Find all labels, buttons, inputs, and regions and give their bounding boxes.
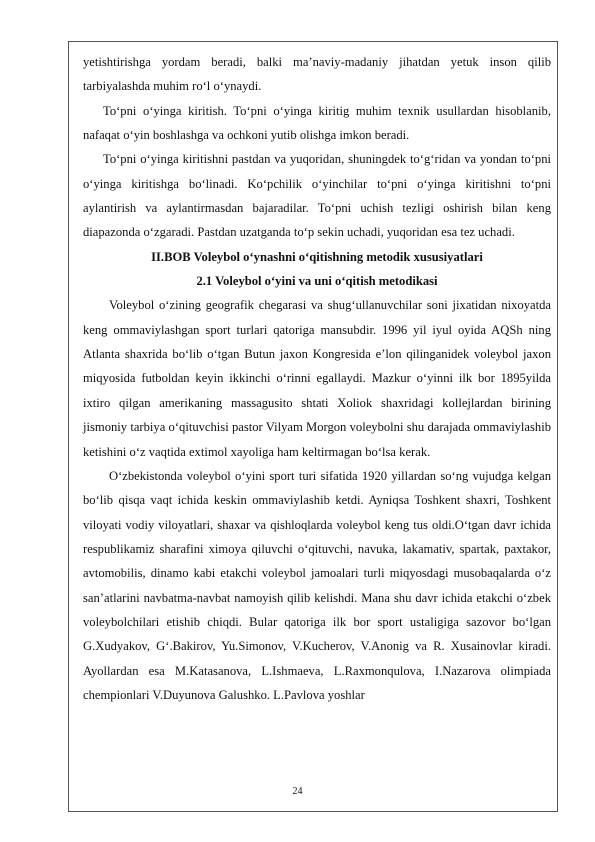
- document-body: [83, 50, 551, 707]
- chapter-heading: II.BOB Voleybol o‘ynashni o‘qitishning metodik xususiyatlari: [151, 249, 483, 264]
- paragraph-3: To‘pni o‘yinga kiritishni pastdan va yuqoridan, shuningdek to‘g‘ridan va yondan to‘pni o‘yinga kiritishga bo‘linadi. Ko‘pchilik o‘yinchilar to‘pni o‘yinga kiritishni to‘pni aylantirish va aylantirmasdan bajaradilar. To‘pni uchish tezligi oshirish bilan keng diapazonda o‘zgaradi. Pastdan uzatganda to‘p sekin uchadi, yuqoridan esa tez uchadi.: [83, 152, 551, 240]
- section-heading: 2.1 Voleybol o‘yini va uni o‘qitish metodikasi: [196, 274, 438, 289]
- paragraph-5: O‘zbekistonda voleybol o‘yini sport turi sifatida 1920 yillardan so‘ng vujudga kelgan bo‘lib qisqa vaqt ichida keskin ommaviylashib ketdi. Ayniqsa Toshkent shaxri, Toshkent viloyati vodiy viloyatlari, shaxar va qishloqlarda voleybol keng tus oldi.O‘tgan davr ichida respublikamiz sharafini ximoya qiluvchi o‘qituvchi, navuka, lakamativ, spartak, paxtakor, avtomobilis, dinamo kabi etakchi voleybol jamoalari turli miqyosdagi musobaqalarda o‘z san’atlarini navbatma-navbat namoyish qilib kelishdi. Mana shu davr ichida etakchi o‘zbek voleybolchilari etishib chiqdi. Bular qatoriga ilk bor sport ustaligiga sazovor bo‘lgan G.Xudyakov, G‘.Bakirov, Yu.Simonov, V.Kucherov, V.Anonig va R. Xusainovlar kiradi. Ayollardan esa M.Katasanova, L.Ishmaeva, L.Raxmonqulova, I.Nazarova olimpiada chempionlari V.Duyunova Galushko. L.Pavlova yoshlar: [83, 468, 551, 702]
- paragraph-2: To‘pni o‘yinga kiritish. To‘pni o‘yinga kiritig muhim texnik usullardan hisoblanib, nafaqat o‘yin boshlashga va ochkoni yutib olishga imkon beradi.: [83, 103, 551, 143]
- paragraph-4: Voleybol o‘zining geografik chegarasi va shug‘ullanuvchilar soni jixatidan nixoyatda keng ommaviylashgan sport turlari qatoriga mansubdir. 1996 yil iyul oyida AQSh ning Atlanta shaxrida bo‘lib o‘tgan Butun jaxon Kongresida e’lon qilinganidek voleybol jaxon miqyosida futboldan keyin ikkinchi o‘rinni egallaydi. Mazkur o‘yinni ilk bor 1895yilda ixtiro qilgan amerikaning massagusito shtati Xoliok shaxridagi kollejlardan birining jismoniy tarbiya o‘qituvchisi pastor Vilyam Morgon voleybolni shu darajada ommaviylashib ketishini o‘z vaqtida extimol xayoliga ham keltirmagan bo‘lsa kerak.: [83, 298, 551, 459]
- paragraph-1: yetishtirishga yordam beradi, balki ma’naviy-madaniy jihatdan yetuk inson qilib tarbiyalashda muhim ro‘l o‘ynaydi.: [83, 55, 551, 94]
- page-number: 24: [292, 786, 303, 797]
